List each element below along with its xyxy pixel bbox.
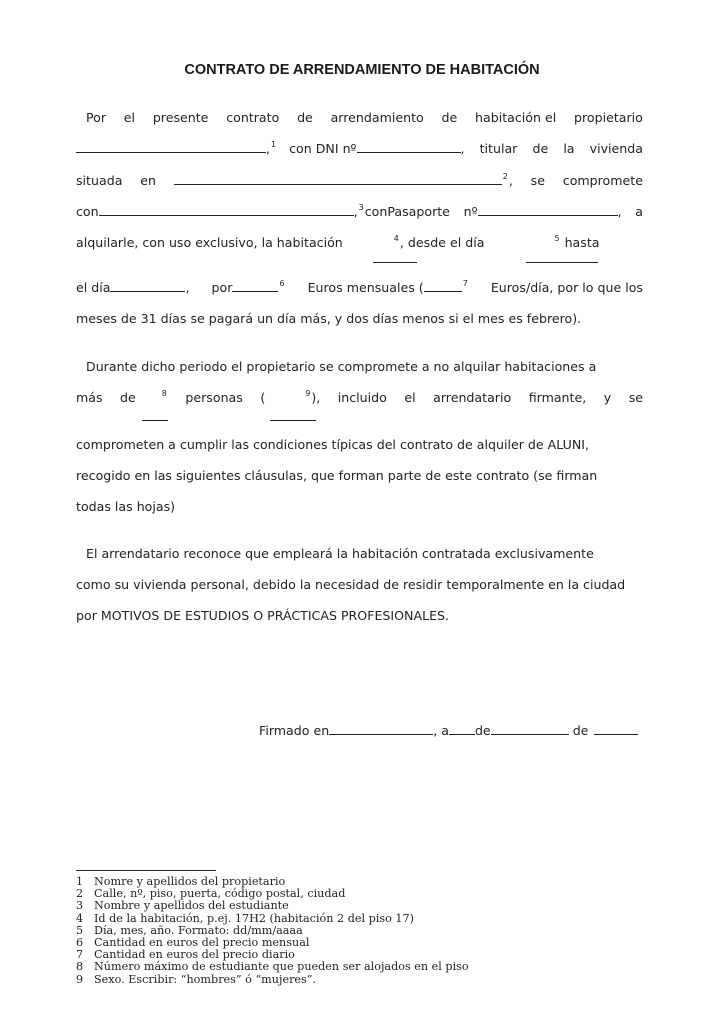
gender-blank[interactable] xyxy=(270,420,316,421)
footnote-number: 1 xyxy=(76,875,84,888)
word: se xyxy=(628,390,643,405)
room-id-blank[interactable] xyxy=(373,262,417,263)
comma: , xyxy=(399,235,404,250)
word: en xyxy=(140,173,156,188)
word: habitación el xyxy=(475,110,557,125)
p1-line-3 xyxy=(76,171,643,191)
footnote-number: 2 xyxy=(76,887,84,901)
word: de xyxy=(441,110,458,125)
p3-line-2: como su vivienda personal, debido la necesidad de residir temporalmente en la ciudad xyxy=(76,577,626,592)
word: con xyxy=(76,204,99,219)
footnote-number: 5 xyxy=(76,923,84,937)
text: hasta xyxy=(564,235,600,250)
word: de xyxy=(120,390,136,405)
footnote-number: 3 xyxy=(76,899,84,913)
p3-line-1: El arrendatario reconoce que empleará la habitación contratada exclusivamente xyxy=(86,546,594,561)
footnote-text: Cantidad en euros del precio diario xyxy=(94,948,295,962)
p1-line-1 xyxy=(76,108,643,128)
monthly-price-blank[interactable] xyxy=(232,279,278,292)
comma: , xyxy=(508,173,513,188)
p2-line-5: todas las hojas) xyxy=(76,499,176,514)
max-people-blank[interactable] xyxy=(142,420,168,421)
word: el xyxy=(123,110,136,125)
comma: , xyxy=(617,204,622,219)
word: vivienda xyxy=(589,141,643,156)
signed-in-label: Firmado en xyxy=(259,723,330,738)
p1-line-4 xyxy=(76,202,643,222)
text: , a xyxy=(433,723,449,738)
footnote-text: Cantidad en euros del precio mensual xyxy=(94,935,310,949)
word: se xyxy=(530,173,545,188)
footnote-ref-6[interactable]: 6 xyxy=(279,279,285,288)
text: desde el día xyxy=(407,235,485,250)
word: contrato xyxy=(226,110,280,125)
word: de xyxy=(297,110,313,125)
end-date-blank[interactable] xyxy=(110,279,185,292)
p1-line-5 xyxy=(76,233,643,253)
footnote-item xyxy=(76,974,636,986)
p2-line-1 xyxy=(76,357,643,377)
comma: , xyxy=(353,204,358,219)
text: alquilarle, con uso exclusivo, la habitación xyxy=(76,235,343,250)
word: más xyxy=(76,390,103,405)
footnote-number: 9 xyxy=(76,972,84,986)
dni-label: con DNI nº xyxy=(289,141,357,156)
footnotes xyxy=(76,876,636,986)
word: arrendamiento xyxy=(330,110,424,125)
word: propietario xyxy=(574,110,643,125)
footnote-number: 8 xyxy=(76,960,84,974)
word: presente xyxy=(152,110,209,125)
text: Euros/día, por lo que los xyxy=(490,280,643,295)
footnote-text: Id de la habitación, p.ej. 17H2 (habitación 2 del piso 17) xyxy=(94,911,414,925)
word: personas xyxy=(185,390,243,405)
comma: , xyxy=(266,141,271,156)
owner-name-field-group xyxy=(76,139,465,161)
word: nº xyxy=(463,204,478,219)
signed-year-blank[interactable] xyxy=(594,722,638,735)
word: compromete xyxy=(562,173,643,188)
comma: , xyxy=(460,141,465,156)
footnote-text: Calle, nº, piso, puerta, código postal, ciudad xyxy=(94,887,346,901)
punct: ), xyxy=(311,390,321,405)
passport-blank[interactable] xyxy=(478,203,618,216)
text: el día xyxy=(76,280,111,295)
document-title: CONTRATO DE ARRENDAMIENTO DE HABITACIÓN xyxy=(184,62,540,78)
word: ( xyxy=(260,390,266,405)
student-name-blank[interactable] xyxy=(99,203,354,216)
word: a xyxy=(635,204,643,219)
p2-line-4: recogido en las siguientes cláusulas, que forman parte de este contrato (se firman xyxy=(76,468,598,483)
text: por xyxy=(211,280,233,295)
word: Por xyxy=(86,110,107,125)
signed-day-blank[interactable] xyxy=(449,722,475,735)
text: de xyxy=(474,723,491,738)
signature-row xyxy=(259,721,649,741)
owner-name-blank[interactable] xyxy=(76,140,266,153)
word: de xyxy=(532,141,549,156)
footnote-number: 7 xyxy=(76,948,84,962)
word: titular xyxy=(479,141,518,156)
word: arrendatario xyxy=(433,390,512,405)
start-date-blank[interactable] xyxy=(526,262,598,263)
footnote-ref-5[interactable]: 5 xyxy=(554,234,560,243)
footnote-text: Nombre y apellidos del estudiante xyxy=(94,899,289,913)
footnote-ref-4[interactable]: 4 xyxy=(393,234,399,243)
signed-month-blank[interactable] xyxy=(491,722,569,735)
word: firmante, xyxy=(528,390,587,405)
signed-place-blank[interactable] xyxy=(329,722,433,735)
p1-line-2 xyxy=(76,139,643,159)
word: incluido xyxy=(337,390,387,405)
text: Durante dicho periodo el propietario se compromete a no alquilar habitaciones a xyxy=(86,359,597,374)
word: la xyxy=(563,141,575,156)
footnote-text: Sexo. Escribir: “hombres” ó “mujeres”. xyxy=(94,972,317,986)
footnote-text: Nomre y apellidos del propietario xyxy=(94,875,286,888)
word: el xyxy=(404,390,416,405)
footnote-number: 6 xyxy=(76,935,84,949)
text: de xyxy=(572,723,589,738)
address-blank[interactable] xyxy=(174,172,502,185)
footnote-ref-2[interactable]: 2 xyxy=(502,172,508,181)
footnote-ref-3[interactable]: 3 xyxy=(358,203,364,212)
footnote-ref-7[interactable]: 7 xyxy=(462,279,468,288)
passport-label: conPasaporte xyxy=(364,204,450,219)
p3-line-3: por MOTIVOS DE ESTUDIOS O PRÁCTICAS PROFESIONALES. xyxy=(76,608,450,623)
text: Euros mensuales ( xyxy=(307,280,424,295)
dni-blank[interactable] xyxy=(357,140,461,153)
daily-price-blank[interactable] xyxy=(424,279,462,292)
footnote-ref-9[interactable]: 9 xyxy=(305,389,311,398)
word: situada xyxy=(76,173,123,188)
footnote-ref-8[interactable]: 8 xyxy=(161,389,167,398)
p1-line-6 xyxy=(76,278,643,298)
p1-line-7: meses de 31 días se pagará un día más, y dos días menos si el mes es febrero). xyxy=(76,311,582,326)
footnote-text: Día, mes, año. Formato: dd/mm/aaaa xyxy=(94,923,303,937)
p2-line-3: comprometen a cumplir las condiciones típicas del contrato de alquiler de ALUNI, xyxy=(76,437,589,452)
p2-line-2 xyxy=(76,388,643,408)
footnote-separator xyxy=(76,870,216,871)
comma: , xyxy=(185,280,190,295)
word: y xyxy=(603,390,612,405)
footnote-text: Número máximo de estudiante que pueden ser alojados en el piso xyxy=(94,960,469,974)
footnote-number: 4 xyxy=(76,911,84,925)
footnote-ref-1[interactable]: 1 xyxy=(271,140,277,149)
